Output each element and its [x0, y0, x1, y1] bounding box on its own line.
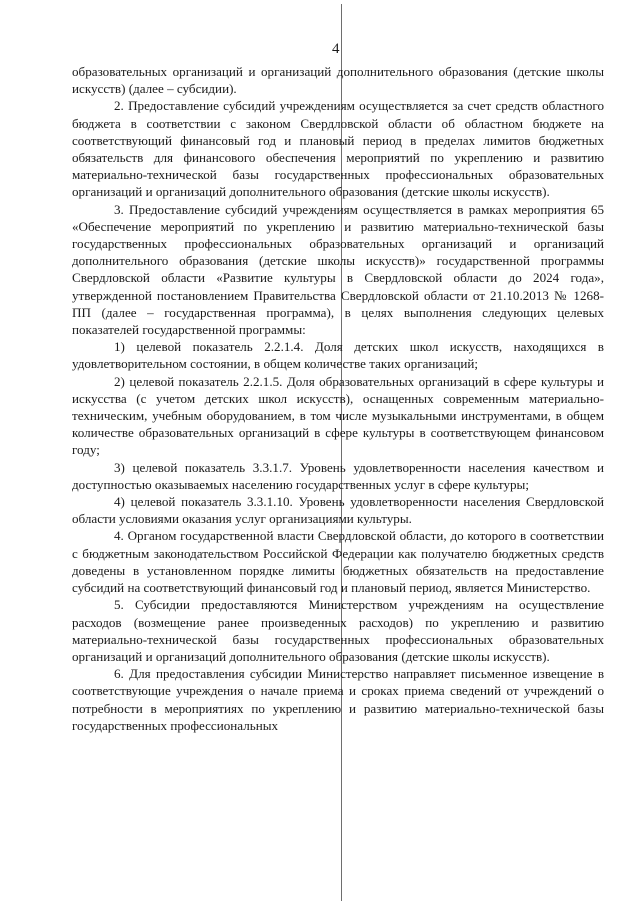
indicator-item-1: 1) целевой показатель 2.2.1.4. Доля детских школ искусств, находящихся в удовлетворительном состоянии, в общем количестве таких организаций;: [72, 339, 604, 372]
page-number: 4: [332, 41, 340, 57]
paragraph-item-5: 5. Субсидии предоставляются Министерством учреждениям на осуществление расходов (возмещение ранее произведенных расходов) по укреплению и развитию материально-технической базы государственных профессиональных образовательных организаций и организаций дополнительного образования (детские школы искусств).: [72, 597, 604, 664]
paragraph-item-4: 4. Органом государственной власти Свердловской области, до которого в соответствии с бюджетным законодательством Российской Федерации как получателю бюджетных средств доведены в установленном порядке лимиты бюджетных обязательств на предоставление субсидий на соответствующий финансовый год и плановый период, является Министерство.: [72, 528, 604, 596]
paragraph-continuation: образовательных организаций и организаций дополнительного образования (детские школы искусств) (далее – субсидии).: [72, 64, 604, 97]
indicator-item-3: 3) целевой показатель 3.3.1.7. Уровень удовлетворенности населения качеством и доступностью оказываемых населению государственных услуг в сфере культуры;: [72, 459, 604, 492]
paragraph-item-6: 6. Для предоставления субсидии Министерство направляет письменное извещение в соответствующие учреждения о начале приема и сроках приема сведений от учреждений о потребности в мероприятиях по укреплению и развитию материально-технической базы государственных профессиональных: [72, 666, 604, 733]
paragraph-item-2: 2. Предоставление субсидий учреждениям осуществляется за счет средств областного бюджета в соответствии с законом Свердловской области об областном бюджете на соответствующий финансовый год и плановый период в пределах лимитов бюджетных обязательств для финансового обеспечения мероприятий по укреплению и развитию материально-технической базы государственных профессиональных образовательных организаций и организаций дополнительного образования (детские школы искусств).: [72, 98, 604, 200]
indicator-item-2: 2) целевой показатель 2.2.1.5. Доля образовательных организаций в сфере культуры и искусства (с учетом детских школ искусств), оснащенных современным материально-техническим, учебным оборудованием, в том числе музыкальными инструментами, в общем количестве образовательных организаций в сфере культуры в соответствующем финансовом году;: [72, 373, 604, 458]
indicator-item-4: 4) целевой показатель 3.3.1.10. Уровень удовлетворенности населения Свердловской области условиями оказания услуг организациями культуры.: [72, 494, 604, 527]
document-body: [72, 63, 604, 734]
paragraph-item-3: 3. Предоставление субсидий учреждениям осуществляется в рамках мероприятия 65 «Обеспечение мероприятий по укреплению и развитию материально-технической базы государственных профессиональных образовательных организаций и организаций дополнительного образования (детские школы искусств)» государственной программы Свердловской области «Развитие культуры в Свердловской области до 2024 года», утвержденной постановлением Правительства Свердловской области от 21.10.2013 № 1268-ПП (далее – государственная программа), в целях выполнения следующих целевых показателей государственной программы:: [72, 201, 604, 338]
